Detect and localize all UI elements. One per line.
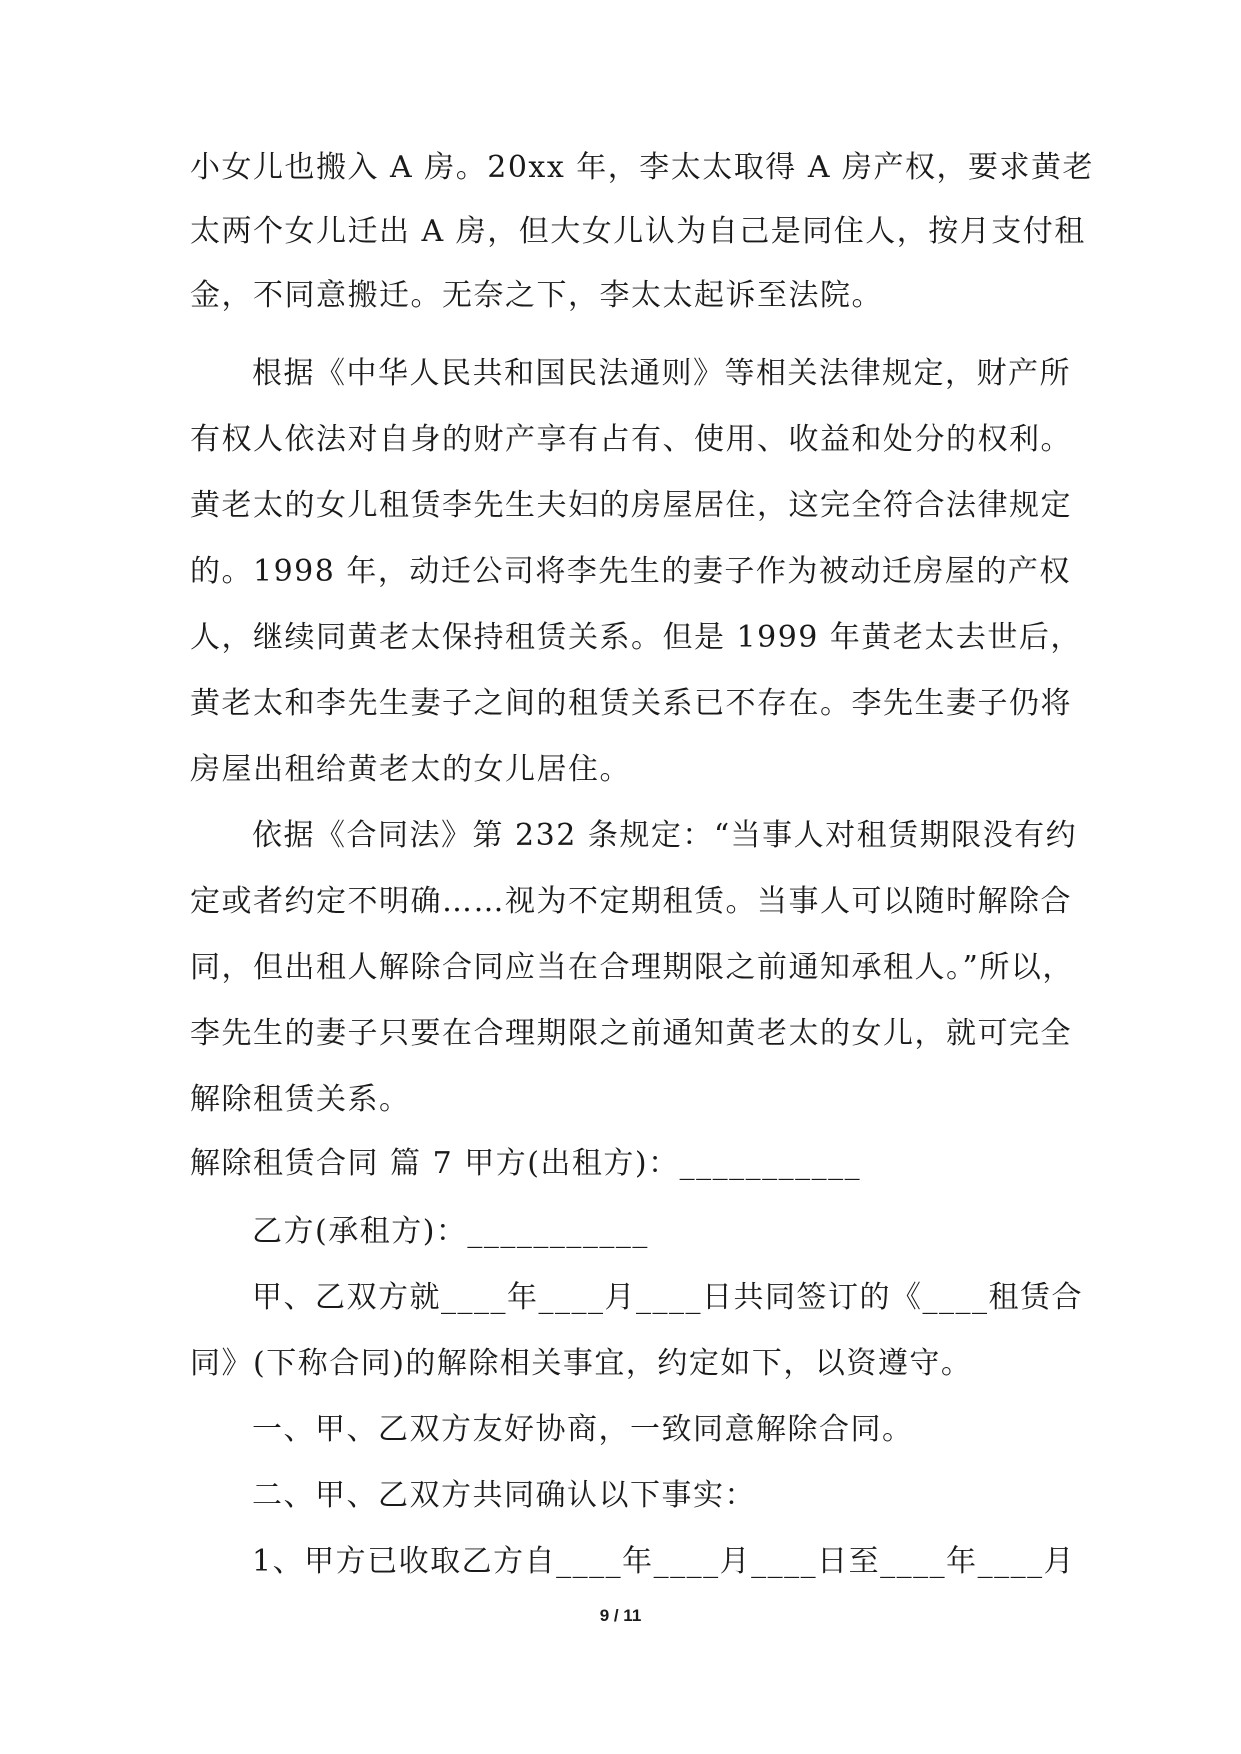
- text-line: 根据《中华人民共和国民法通则》等相关法律规定，财产所: [252, 356, 1071, 391]
- text-line: 依据《合同法》第 232 条规定：“当事人对租赁期限没有约: [252, 818, 1078, 853]
- text-line: 黄老太的女儿租赁李先生夫妇的房屋居住，这完全符合法律规定: [190, 488, 1072, 523]
- page-number: 9 / 11: [599, 1606, 642, 1625]
- text-line: 李先生的妻子只要在合理期限之前通知黄老太的女儿，就可完全: [190, 1016, 1072, 1051]
- text-line: 甲、乙双方就____年____月____日共同签订的《____租赁合: [252, 1280, 1083, 1315]
- text-line: 二、甲、乙双方共同确认以下事实：: [252, 1478, 756, 1513]
- text-line: 人，继续同黄老太保持租赁关系。但是 1999 年黄老太去世后，: [190, 620, 1082, 655]
- text-line: 有权人依法对自身的财产享有占有、使用、收益和处分的权利。: [190, 422, 1072, 457]
- text-line: 一、甲、乙双方友好协商，一致同意解除合同。: [252, 1412, 914, 1447]
- text-line: 金，不同意搬迁。无奈之下，李太太起诉至法院。: [190, 278, 883, 313]
- text-line: 房屋出租给黄老太的女儿居住。: [190, 752, 631, 787]
- text-line: 太两个女儿迁出 A 房，但大女儿认为自己是同住人，按月支付租: [190, 214, 1086, 249]
- text-line: 1、甲方已收取乙方自____年____月____日至____年____月: [252, 1544, 1076, 1579]
- text-line: 定或者约定不明确……视为不定期租赁。当事人可以随时解除合: [190, 884, 1072, 919]
- text-line: 小女儿也搬入 A 房。20xx 年，李太太取得 A 房产权，要求黄老: [190, 150, 1095, 185]
- text-line: 的。1998 年，动迁公司将李先生的妻子作为被动迁房屋的产权: [190, 554, 1071, 589]
- section-heading-line: 解除租赁合同 篇 7 甲方(出租方)：___________: [190, 1146, 862, 1181]
- text-line: 乙方(承租方)：___________: [252, 1214, 649, 1249]
- text-line: 解除租赁关系。: [190, 1082, 411, 1117]
- text-line: 同，但出租人解除合同应当在合理期限之前通知承租人。”所以，: [190, 950, 1074, 985]
- text-line: 同》(下称合同)的解除相关事宜，约定如下，以资遵守。: [190, 1346, 973, 1381]
- text-line: 黄老太和李先生妻子之间的租赁关系已不存在。李先生妻子仍将: [190, 686, 1072, 721]
